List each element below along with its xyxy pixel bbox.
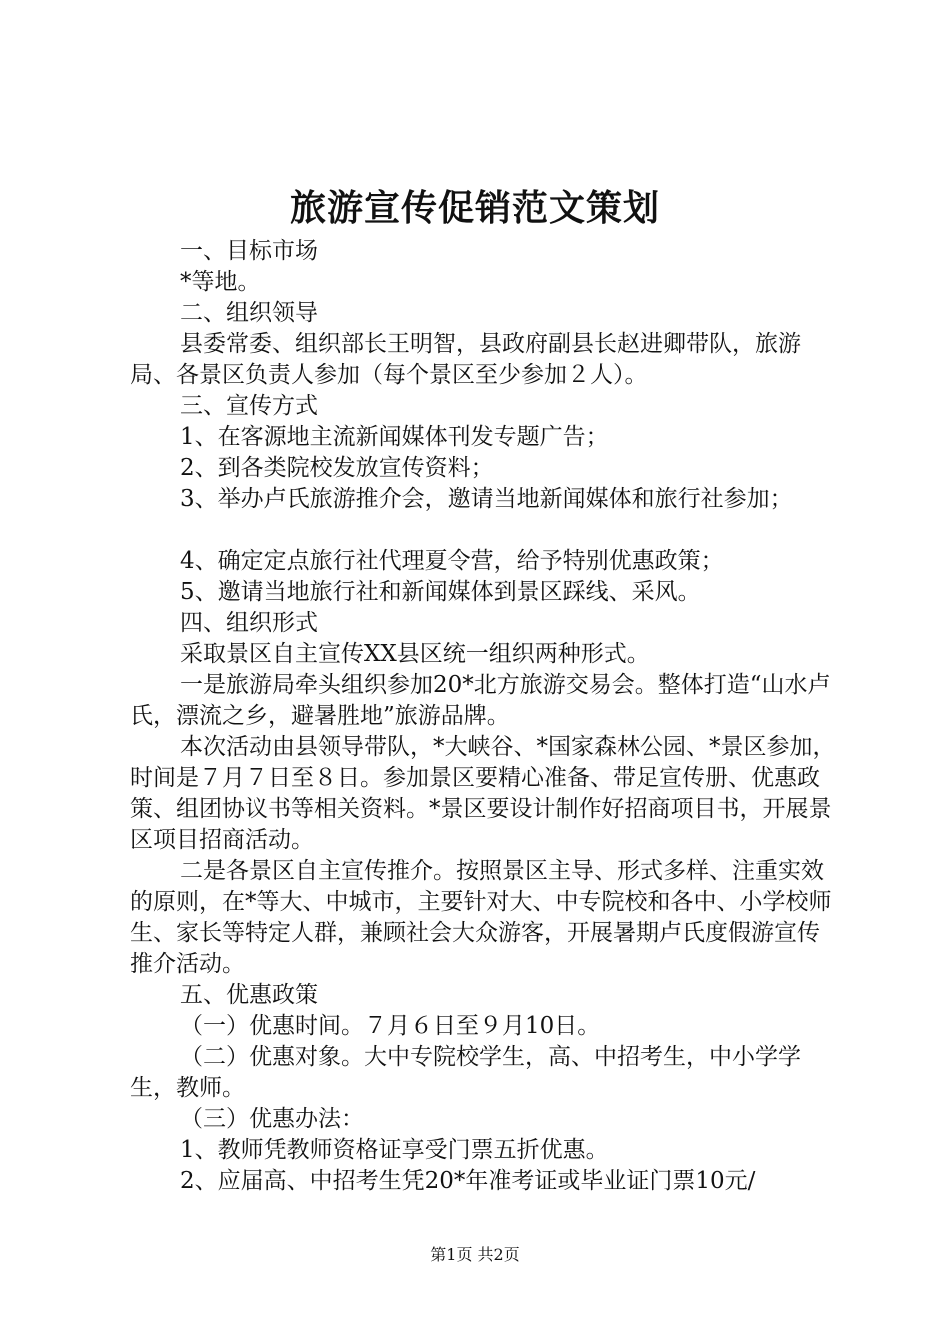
paragraph: 二是各景区自主宣传推介。按照景区主导、形式多样、注重实效的原则，在*等大、中城市，主要针对大、中专院校和各中、小学校师生、家长等特定人群，兼顾社会大众游客，开展暑期卢氏度假游宣传推介活动。 (130, 858, 832, 977)
list-item: 3、举办卢氏旅游推介会，邀请当地新闻媒体和旅行社参加； (180, 486, 793, 512)
paragraph: 县委常委、组织部长王明智，县政府副县长赵进卿带队，旅游局、各景区负责人参加（每个景区至少参加２人）。 (130, 331, 801, 388)
list-item: 2、应届高、中招考生凭20*年准考证或毕业证门票10元/ (180, 1168, 756, 1194)
page-footer: 第1页 共2页 (430, 1245, 520, 1264)
paragraph: （二）优惠对象。大中专院校学生，高、中招考生，中小学学生，教师。 (130, 1044, 801, 1101)
list-item: 1、在客源地主流新闻媒体刊发专题广告； (180, 424, 609, 450)
paragraph: （三）优惠办法： (180, 1106, 364, 1132)
section-heading-organization-form: 四、组织形式 (180, 610, 318, 636)
paragraph: 采取景区自主宣传XX县区统一组织两种形式。 (180, 641, 650, 667)
section-heading-target-market: 一、目标市场 (180, 238, 318, 264)
paragraph: （一）优惠时间。７月６日至９月10日。 (180, 1013, 601, 1039)
paragraph: 本次活动由县领导带队，*大峡谷、*国家森林公园、*景区参加，时间是７月７日至８日。参加景区要精心准备、带足宣传册、优惠政策、组团协议书等相关资料。*景区要设计制作好招商项目书，开展景区项目招商活动。 (130, 734, 836, 853)
list-item: 4、确定定点旅行社代理夏令营，给予特别优惠政策； (180, 548, 724, 574)
list-item: 1、教师凭教师资格证享受门票五折优惠。 (180, 1137, 609, 1163)
section-heading-publicity-methods: 三、宣传方式 (180, 393, 318, 419)
document-body (130, 236, 840, 1197)
section-heading-preferential-policy: 五、优惠政策 (180, 982, 318, 1008)
blank-line (130, 515, 840, 546)
list-item: 2、到各类院校发放宣传资料； (180, 455, 494, 481)
section-heading-organization: 二、组织领导 (180, 300, 318, 326)
paragraph: 一是旅游局牵头组织参加20*北方旅游交易会。整体打造“山水卢氏，漂流之乡，避暑胜地”旅游品牌。 (130, 672, 831, 729)
list-item: 5、邀请当地旅行社和新闻媒体到景区踩线、采风。 (180, 579, 701, 605)
paragraph: *等地。 (180, 269, 261, 295)
document-title: 旅游宣传促销范文策划 (289, 187, 660, 229)
